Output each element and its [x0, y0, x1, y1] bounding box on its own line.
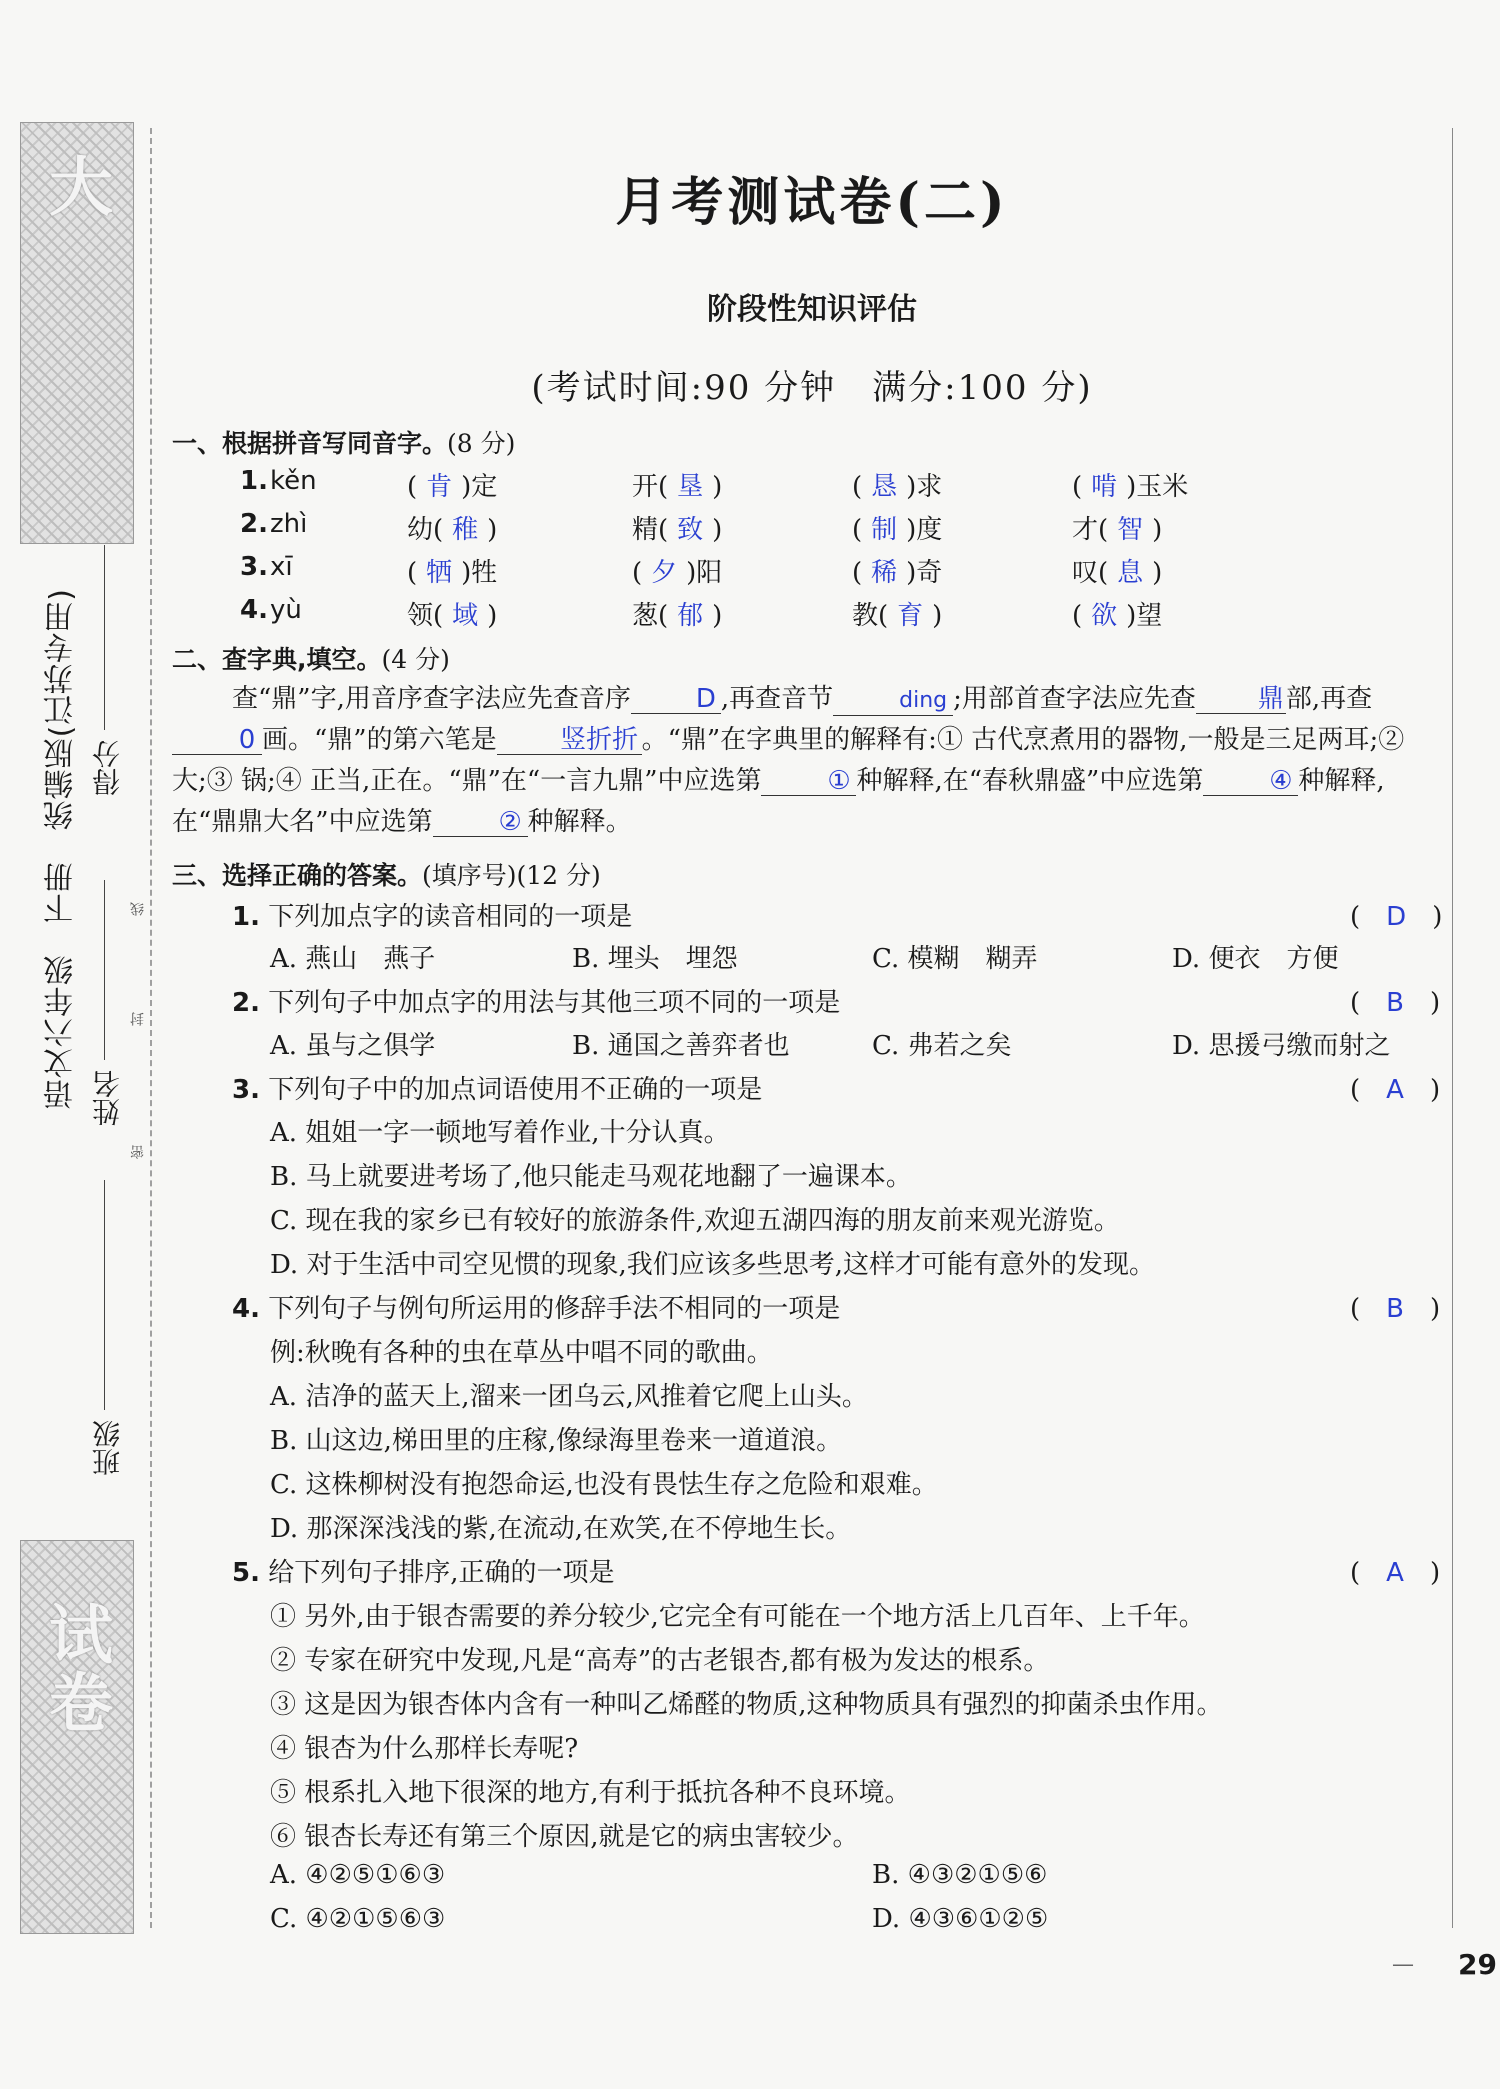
question-3: 3. 下列句子中的加点词语使用不正确的一项是: [232, 1075, 763, 1105]
section2-heading: 二、查字典,填空。(4 分): [172, 645, 450, 674]
seal-word-mi: 密: [130, 1145, 146, 1159]
page-number: 29: [1458, 1948, 1497, 1981]
answer-4-1[interactable]: 域: [452, 601, 479, 631]
q2-option-b[interactable]: B. 通国之善弈者也: [572, 1031, 790, 1061]
answer-2-3[interactable]: 制: [871, 515, 898, 545]
answer-1-3[interactable]: 恳: [871, 472, 898, 502]
question-5-answer[interactable]: ( A ): [1350, 1558, 1441, 1588]
question-5: 5. 给下列句子排序,正确的一项是: [232, 1558, 615, 1588]
seal-word-xian: 线: [130, 902, 146, 916]
answer-4-3[interactable]: 育: [897, 601, 924, 631]
q5-option-d[interactable]: D. ④③⑥①②⑤: [872, 1904, 1049, 1934]
dictionary-paragraph: 查“鼎”字,用音序查字法应先查音序 D ,再查音节 ding ;用部首查字法应先查 鼎部,再查0 画。“鼎”的第六笔是 竖折折 。“鼎”在字典里的解释有:① 古代烹煮用的器物,一般是三足两耳;② 大;③ 锅;④ 正当,正在。“鼎”在“一言九鼎”中应选第 ① 种解释,在“春秋鼎盛”中应选第 ④ 种解释,在“鼎鼎大名”中应选第 ② 种解释。: [172, 684, 1405, 837]
question-2: 2. 下列句子中加点字的用法与其他三项不同的一项是: [232, 988, 841, 1018]
q5-sentence-6: ⑥ 银杏长寿还有第三个原因,就是它的病虫害较少。: [270, 1822, 859, 1852]
q4-option-d[interactable]: D. 那深深浅浅的紫,在流动,在欢笑,在不停地生长。: [270, 1514, 852, 1544]
q5-sentence-1: ① 另外,由于银杏需要的养分较少,它完全有可能在一个地方活上几百年、上千年。: [270, 1602, 1205, 1632]
question-1: 1. 下列加点字的读音相同的一项是: [232, 902, 633, 932]
blank-diliubi[interactable]: 竖折折: [497, 726, 642, 755]
binding-decoration-top: [20, 122, 134, 544]
section1-heading: 一、根据拼音写同音字。(8 分): [172, 429, 516, 458]
binding-decoration-text-top: 大: [38, 153, 112, 221]
score-label: 得分: [91, 740, 124, 796]
answer-4-4[interactable]: 欲: [1091, 601, 1118, 631]
q3-option-c[interactable]: C. 现在我的家乡已有较好的旅游条件,欢迎五湖四海的朋友前来观光游览。: [270, 1206, 1120, 1236]
q5-sentence-5: ⑤ 根系扎入地下很深的地方,有利于抵抗各种不良环境。: [270, 1778, 911, 1808]
binding-decoration-text-bottom: 试卷: [38, 1601, 112, 1737]
seal-cut-line: [150, 128, 152, 1928]
class-label: 班级: [91, 1420, 124, 1476]
blank-huashu[interactable]: 0: [172, 726, 262, 755]
binding-decoration-bottom: [20, 1540, 134, 1934]
q2-option-d[interactable]: D. 思援弓缴而射之: [1172, 1031, 1391, 1061]
question-2-answer[interactable]: ( B ): [1350, 988, 1441, 1018]
answer-2-2[interactable]: 致: [677, 515, 704, 545]
q5-sentence-3: ③ 这是因为银杏体内含有一种叫乙烯醛的物质,这种物质具有强烈的抑菌杀虫作用。: [270, 1690, 1223, 1720]
blank-chunqiudingsheng[interactable]: ④: [1203, 767, 1298, 796]
right-margin-line: [1452, 128, 1453, 1928]
question-3-answer[interactable]: ( A ): [1350, 1075, 1441, 1105]
answer-3-4[interactable]: 息: [1117, 558, 1144, 588]
q5-sentence-2: ② 专家在研究中发现,凡是“高寿”的古老银杏,都有极为发达的根系。: [270, 1646, 1050, 1676]
q5-option-a[interactable]: A. ④②⑤①⑥③: [270, 1860, 446, 1890]
question-4-answer[interactable]: ( B ): [1350, 1294, 1441, 1324]
q1-option-b[interactable]: B. 埋头 埋怨: [572, 944, 738, 974]
q5-option-b[interactable]: B. ④③②①⑤⑥: [872, 1860, 1048, 1890]
q3-option-b[interactable]: B. 马上就要进考场了,他只能走马观花地翻了一遍课本。: [270, 1162, 912, 1192]
score-blank[interactable]: [104, 545, 105, 730]
q1-option-d[interactable]: D. 便衣 方便: [1172, 944, 1339, 974]
blank-yinxu[interactable]: D: [631, 685, 721, 714]
answer-4-2[interactable]: 郁: [677, 601, 704, 631]
q4-example: 例:秋晚有各种的虫在草丛中唱不同的歌曲。: [270, 1338, 773, 1368]
q4-option-a[interactable]: A. 洁净的蓝天上,溜来一团乌云,风推着它爬上山头。: [270, 1382, 868, 1412]
q4-option-c[interactable]: C. 这株柳树没有抱怨命运,也没有畏怯生存之危险和艰难。: [270, 1470, 938, 1500]
q2-option-a[interactable]: A. 虽与之俱学: [270, 1031, 436, 1061]
question-1-answer[interactable]: ( D ): [1350, 902, 1443, 932]
page-subtitle: 阶段性知识评估: [707, 292, 917, 327]
answer-2-4[interactable]: 智: [1117, 515, 1144, 545]
exam-info: (考试时间:90 分钟 满分:100 分): [531, 368, 1093, 408]
class-blank[interactable]: [104, 1180, 105, 1410]
q3-option-d[interactable]: D. 对于生活中司空见惯的现象,我们应该多些思考,这样才可能有意外的发现。: [270, 1250, 1155, 1280]
blank-dingdingdaming[interactable]: ②: [433, 808, 528, 837]
q1-option-c[interactable]: C. 模糊 糊弄: [872, 944, 1038, 974]
blank-yinjie[interactable]: ding: [833, 687, 953, 716]
answer-1-4[interactable]: 啃: [1091, 472, 1118, 502]
answer-3-2[interactable]: 夕: [651, 558, 678, 588]
seal-word-feng: 封: [130, 1012, 146, 1026]
q3-option-a[interactable]: A. 姐姐一字一顿地写着作业,十分认真。: [270, 1118, 730, 1148]
name-label: 姓名: [91, 1070, 124, 1126]
blank-bushou[interactable]: 鼎: [1196, 685, 1286, 714]
answer-1-1[interactable]: 肯: [426, 472, 453, 502]
footer-dash: —: [1392, 1952, 1414, 1977]
answer-2-1[interactable]: 稚: [452, 515, 479, 545]
q5-option-c[interactable]: C. ④②①⑤⑥③: [270, 1904, 446, 1934]
blank-yiyanjiuding[interactable]: ①: [761, 767, 856, 796]
answer-3-1[interactable]: 牺: [426, 558, 453, 588]
name-blank[interactable]: [104, 880, 105, 1060]
answer-3-3[interactable]: 稀: [871, 558, 898, 588]
page-title: 月考测试卷(二): [615, 172, 1009, 233]
book-edition-label: 语文六年级 下册 统编版(江苏专用): [44, 588, 79, 1110]
q2-option-c[interactable]: C. 弗若之矣: [872, 1031, 1012, 1061]
q1-option-a[interactable]: A. 燕山 燕子: [270, 944, 436, 974]
q5-sentence-4: ④ 银杏为什么那样长寿呢?: [270, 1734, 579, 1764]
section3-heading: 三、选择正确的答案。(填序号)(12 分): [172, 861, 601, 890]
question-4: 4. 下列句子与例句所运用的修辞手法不相同的一项是: [232, 1294, 841, 1324]
answer-1-2[interactable]: 垦: [677, 472, 704, 502]
q4-option-b[interactable]: B. 山这边,梯田里的庄稼,像绿海里卷来一道道浪。: [270, 1426, 843, 1456]
